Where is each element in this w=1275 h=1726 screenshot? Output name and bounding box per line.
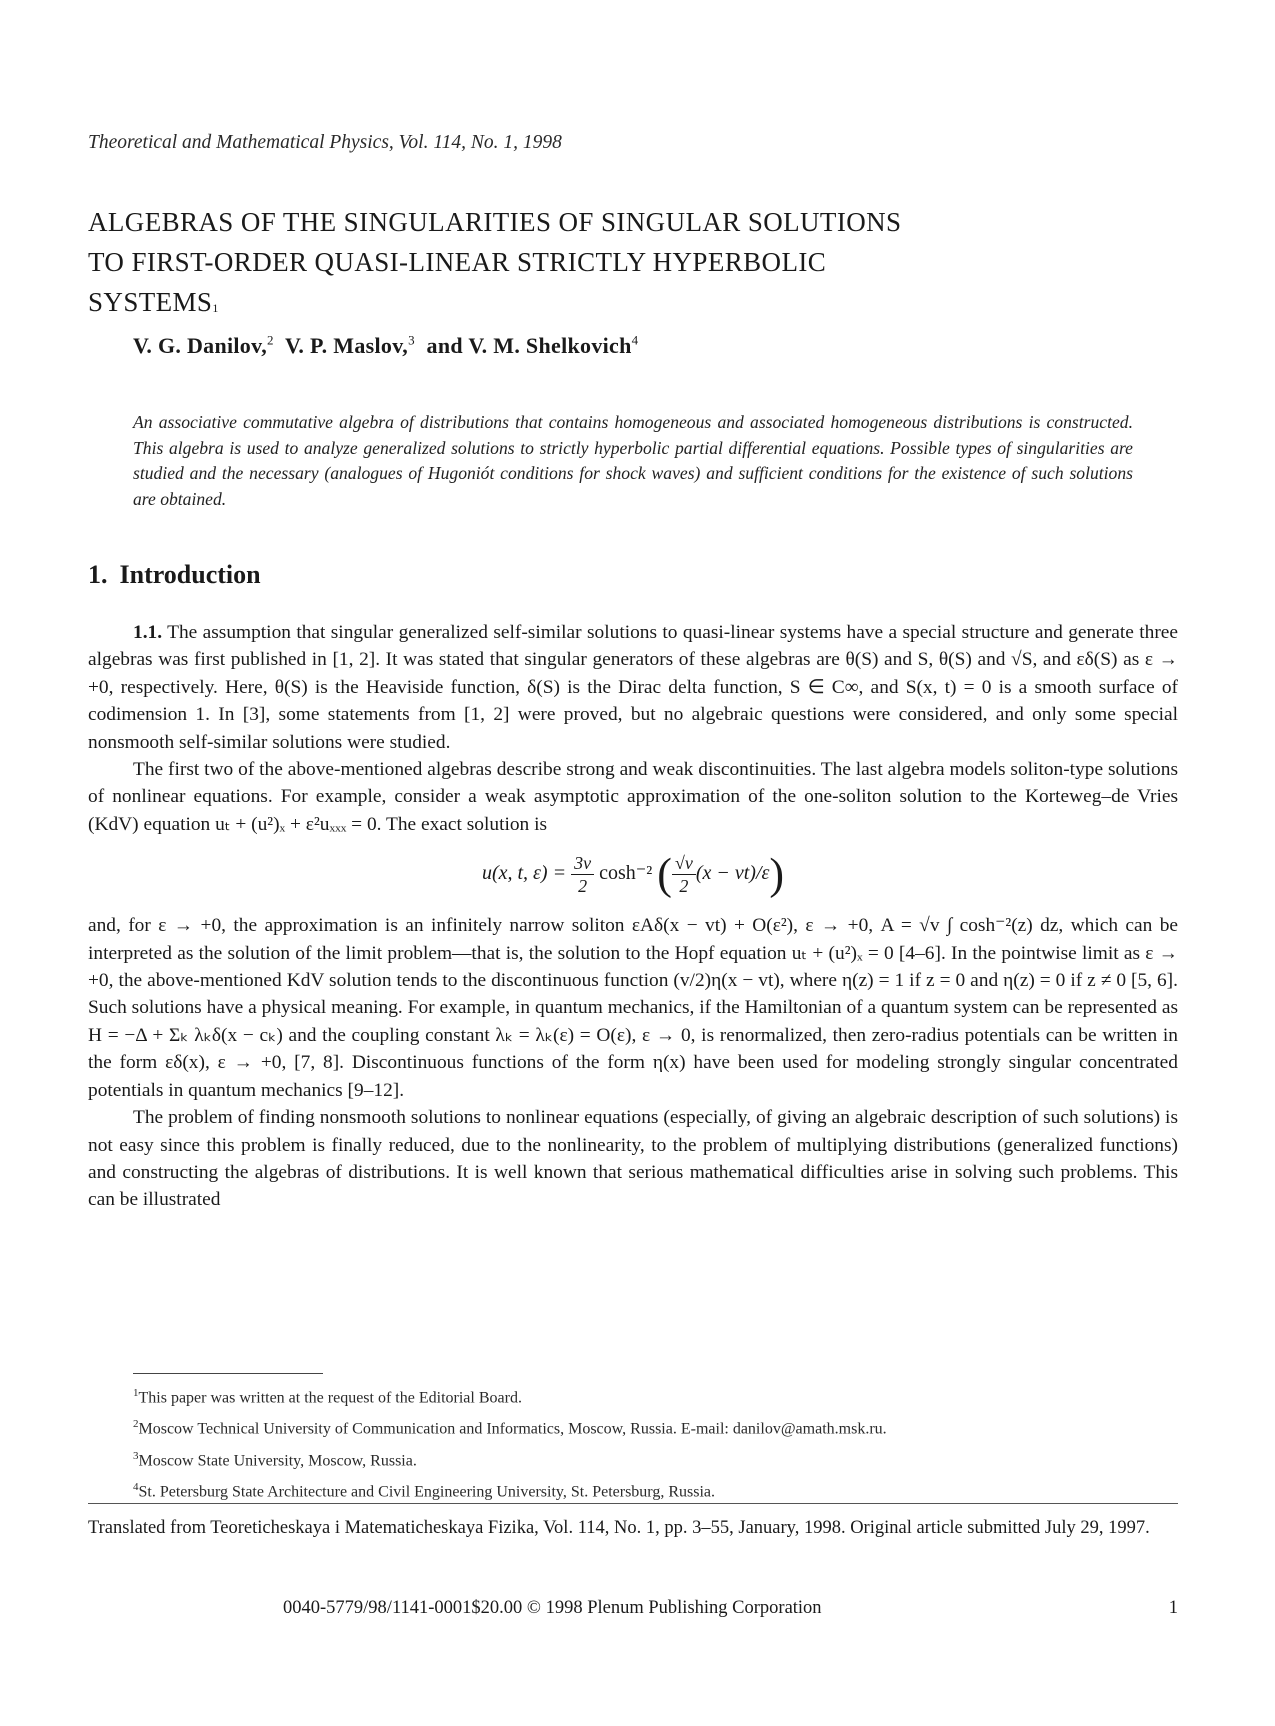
fraction-denominator: 2 xyxy=(679,876,689,897)
equation-cosh: cosh⁻² xyxy=(599,862,653,885)
subsection-number: 1.1. xyxy=(133,622,163,643)
publisher-code: 0040-5779/98/1141-0001$20.00 © 1998 Plenum Publishing Corporation xyxy=(283,1598,822,1618)
author-name: V. P. Maslov, xyxy=(285,333,409,359)
footnote xyxy=(133,1474,1193,1505)
footnote-text: St. Petersburg State Architecture and Civil Engineering University, St. Petersburg, Russia. xyxy=(138,1483,716,1501)
author-name: V. G. Danilov, xyxy=(133,333,267,359)
footnote-mark: 3 xyxy=(133,1449,139,1462)
page-number: 1 xyxy=(1168,1598,1178,1618)
footnote-mark: 4 xyxy=(133,1480,139,1493)
title-line-text: SYSTEMS xyxy=(88,287,213,317)
journal-citation: Theoretical and Mathematical Physics, Vol. 114, No. 1, 1998 xyxy=(88,132,562,153)
abstract: An associative commutative algebra of distributions that contains homogeneous and associated homogeneous distributions is constructed. This algebra is used to analyze generalized solutions to strictly hyperbolic partial differential equations. Possible types of singularities are studied and the necessary (analogues of Hugoniót conditions for shock waves) and sufficient conditions for the existence of such solutions are obtained. xyxy=(133,412,1133,509)
fraction-numerator: √v xyxy=(672,852,696,875)
author-mark: 2 xyxy=(267,333,274,348)
equation xyxy=(88,844,1178,902)
title-line: ALGEBRAS OF THE SINGULARITIES OF SINGULAR SOLUTIONS xyxy=(88,207,902,237)
translation-divider xyxy=(88,1503,1178,1504)
footnote xyxy=(133,1411,1193,1442)
paragraph: and, for ε → +0, the approximation is an infinitely narrow soliton εAδ(x − vt) + O(ε²), ε → +0, A = √v ∫ cosh⁻²(z) dz, which can be interpreted as the solution of the limit problem—that is, the solution to the Hopf equation uₜ + (u²)ₓ = 0 [4–6]. In the pointwise limit as ε → +0, the above-mentioned KdV solution tends to the discontinuous function (v/2)η(x − vt), where η(z) = 1 if z = 0 and η(z) = 0 if z ≠ 0 [5, 6]. Such solutions have a physical meaning. For example, in quantum mechanics, if the Hamiltonian of a quantum system can be represented as H = −Δ + Σₖ λₖδ(x − cₖ) and the coupling constant λₖ = λₖ(ε) = O(ε), ε → 0, is renormalized, then zero-radius potentials can be written in the form εδ(x), ε → +0, [7, 8]. Discontinuous functions of the form η(x) have been used for modeling strongly singular concentrated potentials in quantum mechanics [9–12]. xyxy=(88,915,1178,1101)
author-list xyxy=(133,333,638,359)
footnote-divider xyxy=(133,1373,323,1374)
author xyxy=(427,333,639,358)
paragraph xyxy=(88,619,1178,756)
fraction-denominator: 2 xyxy=(578,876,588,897)
footnote-text: This paper was written at the request of the Editorial Board. xyxy=(138,1389,522,1407)
section-title: Introduction xyxy=(119,560,261,589)
footnote-mark: 1 xyxy=(133,1387,139,1399)
translation-note: Translated from Teoreticheskaya i Matematicheskaya Fizika, Vol. 114, No. 1, pp. 3–55, January, 1998. Original article submitted July 29, 1997. xyxy=(88,1518,1150,1538)
title-line xyxy=(88,282,1148,322)
footnote-text: Moscow State University, Moscow, Russia. xyxy=(138,1451,417,1469)
equation-tail: (x − vt)/ε xyxy=(695,862,770,885)
equation-fraction xyxy=(672,852,696,897)
equation-lhs: u(x, t, ε) = xyxy=(481,862,567,885)
author xyxy=(285,333,415,358)
paragraph: The first two of the above-mentioned algebras describe strong and weak discontinuities. The last algebra models soliton-type solutions of nonlinear equations. For example, consider a weak asymptotic approximation of the one-soliton solution to the Korteweg–de Vries (KdV) equation uₜ + (u²)ₓ + ε²uₓₓₓ = 0. The exact solution is xyxy=(88,759,1178,835)
title-line: TO FIRST-ORDER QUASI-LINEAR STRICTLY HYPERBOLIC xyxy=(88,247,827,277)
paper-title xyxy=(88,202,1148,322)
author-name: and V. M. Shelkovich xyxy=(426,333,632,359)
paren-close: ) xyxy=(769,849,785,899)
fraction-numerator: 3v xyxy=(571,852,594,875)
footnote xyxy=(133,1380,1193,1411)
author-mark: 4 xyxy=(631,333,639,348)
paren-open: ( xyxy=(657,849,672,899)
footnote-text: Moscow Technical University of Communication and Informatics, Moscow, Russia. E-mail: danilov@amath.msk.ru. xyxy=(138,1420,887,1438)
paragraph-text: The assumption that singular generalized self-similar solutions to quasi-linear systems have a special structure and generate three algebras was first published in [1, 2]. It was stated that singular generators of these algebras are θ(S) and S, θ(S) and √S, and εδ(S) as ε → +0, respectively. Here, θ(S) is the Heaviside function, δ(S) is the Dirac delta function, S ∈ C∞, and S(x, t) = 0 is a smooth surface of codimension 1. In [3], some statements from [1, 2] were proved, but no algebraic questions were considered, and only some special nonsmooth self-similar solutions were studied. xyxy=(88,622,1178,753)
footnotes xyxy=(133,1380,1193,1505)
footnote xyxy=(133,1443,1193,1474)
author xyxy=(133,333,274,358)
body-text xyxy=(88,619,1178,1214)
author-mark: 3 xyxy=(408,333,415,348)
section-heading xyxy=(88,560,261,590)
footnote-mark: 2 xyxy=(133,1418,139,1431)
section-number: 1. xyxy=(88,560,108,589)
equation-fraction xyxy=(571,852,594,897)
paragraph: The problem of finding nonsmooth solutions to nonlinear equations (especially, of giving an algebraic description of such solutions) is not easy since this problem is finally reduced, due to the nonlinearity, to the problem of multiplying distributions (generalized functions) and constructing the algebras of distributions. It is well known that serious mathematical difficulties arise in solving such problems. This can be illustrated xyxy=(88,1107,1178,1211)
title-footnote-mark: 1 xyxy=(212,301,219,315)
